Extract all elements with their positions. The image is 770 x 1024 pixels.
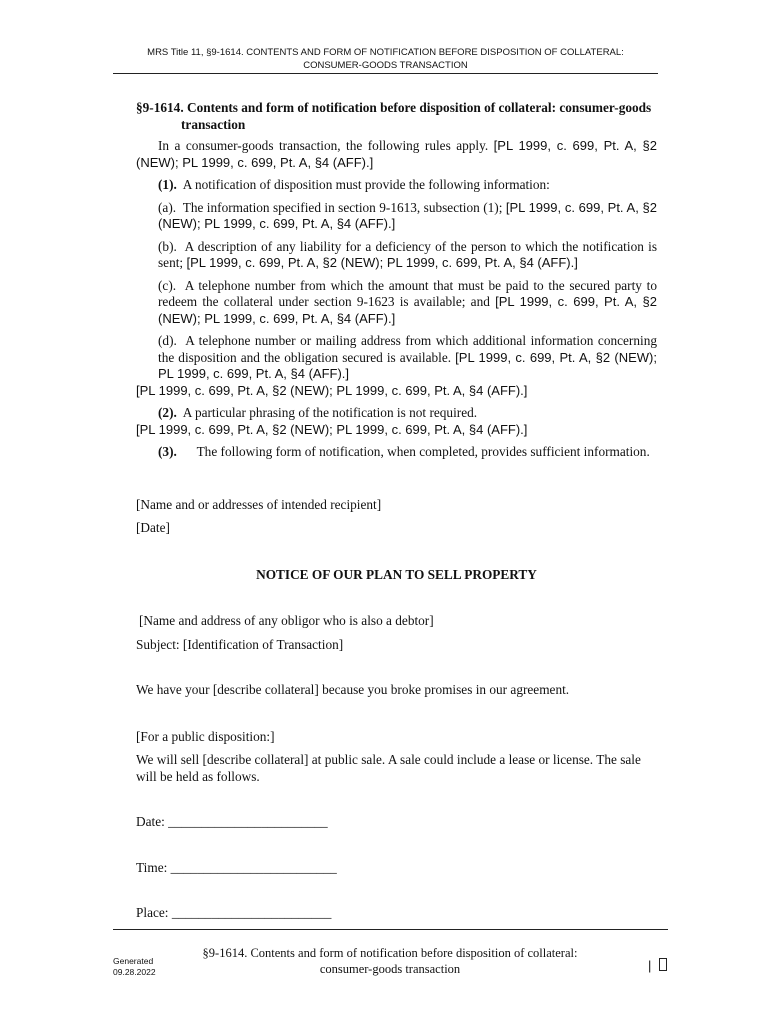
paragraph-c-text: A telephone number from which the amount that must be paid to the secured party to redeem the collateral under section 9-1623 is available; and <box>158 277 657 309</box>
footer-generated <box>113 956 156 978</box>
form-obligor: [Name and address of any obligor who is also a debtor] <box>139 613 434 628</box>
paragraph-c-history: [PL 1999, c. 699, Pt. A, §2 (NEW); PL 1999, c. 699, Pt. A, §4 (AFF).] <box>158 294 657 326</box>
subsection-1 <box>136 177 657 194</box>
form-collateral-statement: We have your [describe collateral] because you broke promises in our agreement. <box>136 682 570 697</box>
section-heading: §9-1614. Contents and form of notification before disposition of collateral: consumer-goods transaction <box>136 100 652 132</box>
form-date-line: Date: ________________________ <box>136 814 328 829</box>
form-date: [Date] <box>136 520 170 535</box>
footer-page-separator: | <box>648 958 652 973</box>
footer-generated-label: Generated <box>113 956 154 966</box>
running-header-line2: CONSUMER-GOODS TRANSACTION <box>303 60 468 71</box>
subsection-1-number: (1). <box>158 177 177 192</box>
subsection-2-text: A particular phrasing of the notification is not required. <box>182 405 478 420</box>
intro-history: [PL 1999, c. 699, Pt. A, §2 (NEW); PL 1999, c. 699, Pt. A, §4 (AFF).] <box>136 138 657 170</box>
form-time-line: Time: _________________________ <box>136 859 337 875</box>
paragraph-a <box>136 200 657 233</box>
subsection-3 <box>136 444 657 461</box>
form-recipient: [Name and or addresses of intended recipient] <box>136 496 382 512</box>
subsection-2-number: (2). <box>158 405 177 420</box>
paragraph-a-number: (a). <box>158 199 177 215</box>
footer-page-mark <box>648 958 667 973</box>
paragraph-b <box>136 239 657 272</box>
paragraph-c <box>136 278 657 328</box>
paragraph-c-number: (c). <box>158 277 177 293</box>
document-body <box>136 100 657 922</box>
form-public-label: [For a public disposition:] <box>136 728 275 744</box>
subsection-2 <box>136 405 657 422</box>
footer-divider <box>113 929 668 930</box>
footer-title-line1: §9-1614. Contents and form of notification before disposition of collateral: <box>202 946 578 960</box>
form-subject: Subject: [Identification of Transaction] <box>136 636 344 652</box>
paragraph-a-text: The information specified in section 9-1613, subsection (1); <box>182 199 503 215</box>
paragraph-d <box>136 333 657 383</box>
subsection-3-number: (3). <box>158 444 177 459</box>
page-number-box-icon <box>659 958 667 971</box>
intro-text: In a consumer-goods transaction, the following rules apply. <box>158 138 489 153</box>
form-title: NOTICE OF OUR PLAN TO SELL PROPERTY <box>256 566 537 582</box>
footer-generated-date: 09.28.2022 <box>113 967 156 977</box>
form-place-line: Place: ________________________ <box>136 905 332 920</box>
intro-paragraph <box>136 138 657 171</box>
form-public-text: We will sell [describe collateral] at public sale. A sale could include a lease or license. The sale will be held as follows. <box>136 752 641 784</box>
subsection-3-text: The following form of notification, when completed, provides sufficient information. <box>196 444 650 459</box>
running-header-line1: MRS Title 11, §9-1614. CONTENTS AND FORM OF NOTIFICATION BEFORE DISPOSITION OF COLLATERAL: <box>147 47 624 58</box>
footer-title <box>180 945 600 977</box>
paragraph-d-number: (d). <box>158 333 177 348</box>
paragraph-b-number: (b). <box>158 238 177 254</box>
paragraph-b-history: [PL 1999, c. 699, Pt. A, §2 (NEW); PL 1999, c. 699, Pt. A, §4 (AFF).] <box>186 255 578 270</box>
paragraph-d-history: [PL 1999, c. 699, Pt. A, §2 (NEW); PL 1999, c. 699, Pt. A, §4 (AFF).] <box>158 349 657 381</box>
subsection-1-text: A notification of disposition must provide the following information: <box>182 177 550 192</box>
paragraph-d-text: A telephone number or mailing address from which additional information concerning the disposition and the obligation secured is available. <box>158 333 658 365</box>
subsection-2-history: [PL 1999, c. 699, Pt. A, §2 (NEW); PL 1999, c. 699, Pt. A, §4 (AFF).] <box>136 421 528 437</box>
subsection-1-history: [PL 1999, c. 699, Pt. A, §2 (NEW); PL 1999, c. 699, Pt. A, §4 (AFF).] <box>136 382 528 398</box>
paragraph-a-history: [PL 1999, c. 699, Pt. A, §2 (NEW); PL 1999, c. 699, Pt. A, §4 (AFF).] <box>158 199 657 231</box>
running-header <box>113 46 658 74</box>
footer-title-line2: consumer-goods transaction <box>319 962 461 976</box>
paragraph-b-text: A description of any liability for a deficiency of the person to which the notification is sent; <box>158 238 657 270</box>
